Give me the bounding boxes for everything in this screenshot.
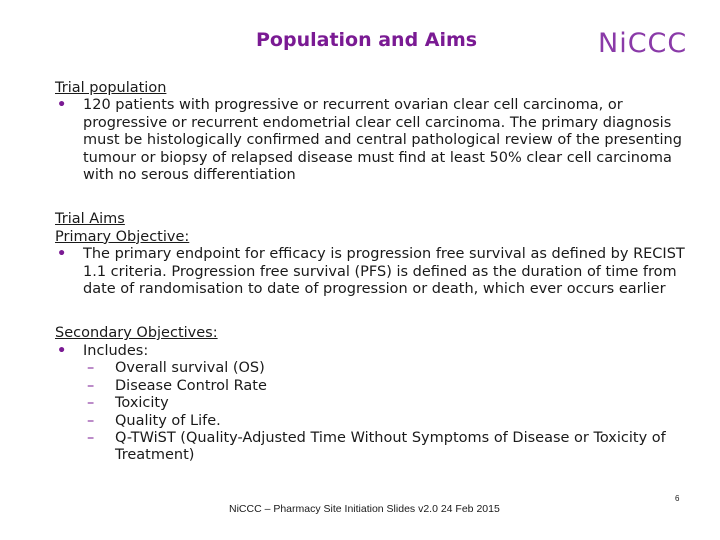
secondary-intro: Includes: <box>83 342 149 359</box>
bullet-icon: • <box>57 246 67 263</box>
dash-icon: – <box>87 377 95 394</box>
bullet-icon: • <box>57 97 67 114</box>
population-bullet <box>55 97 695 184</box>
dash-icon: – <box>87 412 95 429</box>
dash-icon: – <box>87 395 95 412</box>
secondary-item-text: Overall survival (OS) <box>115 360 265 377</box>
secondary-item <box>55 395 695 412</box>
secondary-bullet <box>55 343 695 360</box>
population-text: 120 patients with progressive or recurrent ovarian clear cell carcinoma, or progressive or recurrent endometrial clear cell carcinoma. The primary diagnosis must be histologically confirmed and central pathological review of the presenting tumour or biopsy of relapsed disease must find at least 50% clear cell carcinoma with no serous differentiation <box>83 97 682 184</box>
slide-footer: NiCCC – Pharmacy Site Initiation Slides v2.0 24 Feb 2015 <box>229 503 500 515</box>
secondary-item <box>55 413 695 430</box>
secondary-item <box>55 430 695 465</box>
secondary-item-text: Disease Control Rate <box>115 377 267 394</box>
secondary-item <box>55 360 695 377</box>
secondary-item-text: Quality of Life. <box>115 412 221 429</box>
slide-body <box>55 80 695 465</box>
primary-text: The primary endpoint for efficacy is progression free survival as defined by RECIST 1.1 criteria. Progression free survival (PFS) is defined as the duration of time from date of randomisation to date of progression or death, which ever occurs earlier <box>83 246 685 298</box>
bullet-icon: • <box>57 342 67 359</box>
primary-bullet <box>55 246 695 298</box>
secondary-item-text: Q-TWiST (Quality-Adjusted Time Without Symptoms of Disease or Toxicity of Treatment) <box>115 429 666 464</box>
secondary-item <box>55 378 695 395</box>
trial-aims-heading: Trial Aims <box>55 211 125 228</box>
trial-population-heading: Trial population <box>55 80 167 96</box>
dash-icon: – <box>87 429 95 446</box>
primary-objective-heading: Primary Objective: <box>55 228 190 245</box>
secondary-objectives-heading: Secondary Objectives: <box>55 325 218 342</box>
niccc-logo: NiCCC <box>598 28 688 59</box>
slide-title: Population and Aims <box>256 29 478 51</box>
dash-icon: – <box>87 360 95 377</box>
page-number: 6 <box>675 494 680 503</box>
secondary-item-text: Toxicity <box>115 395 169 412</box>
